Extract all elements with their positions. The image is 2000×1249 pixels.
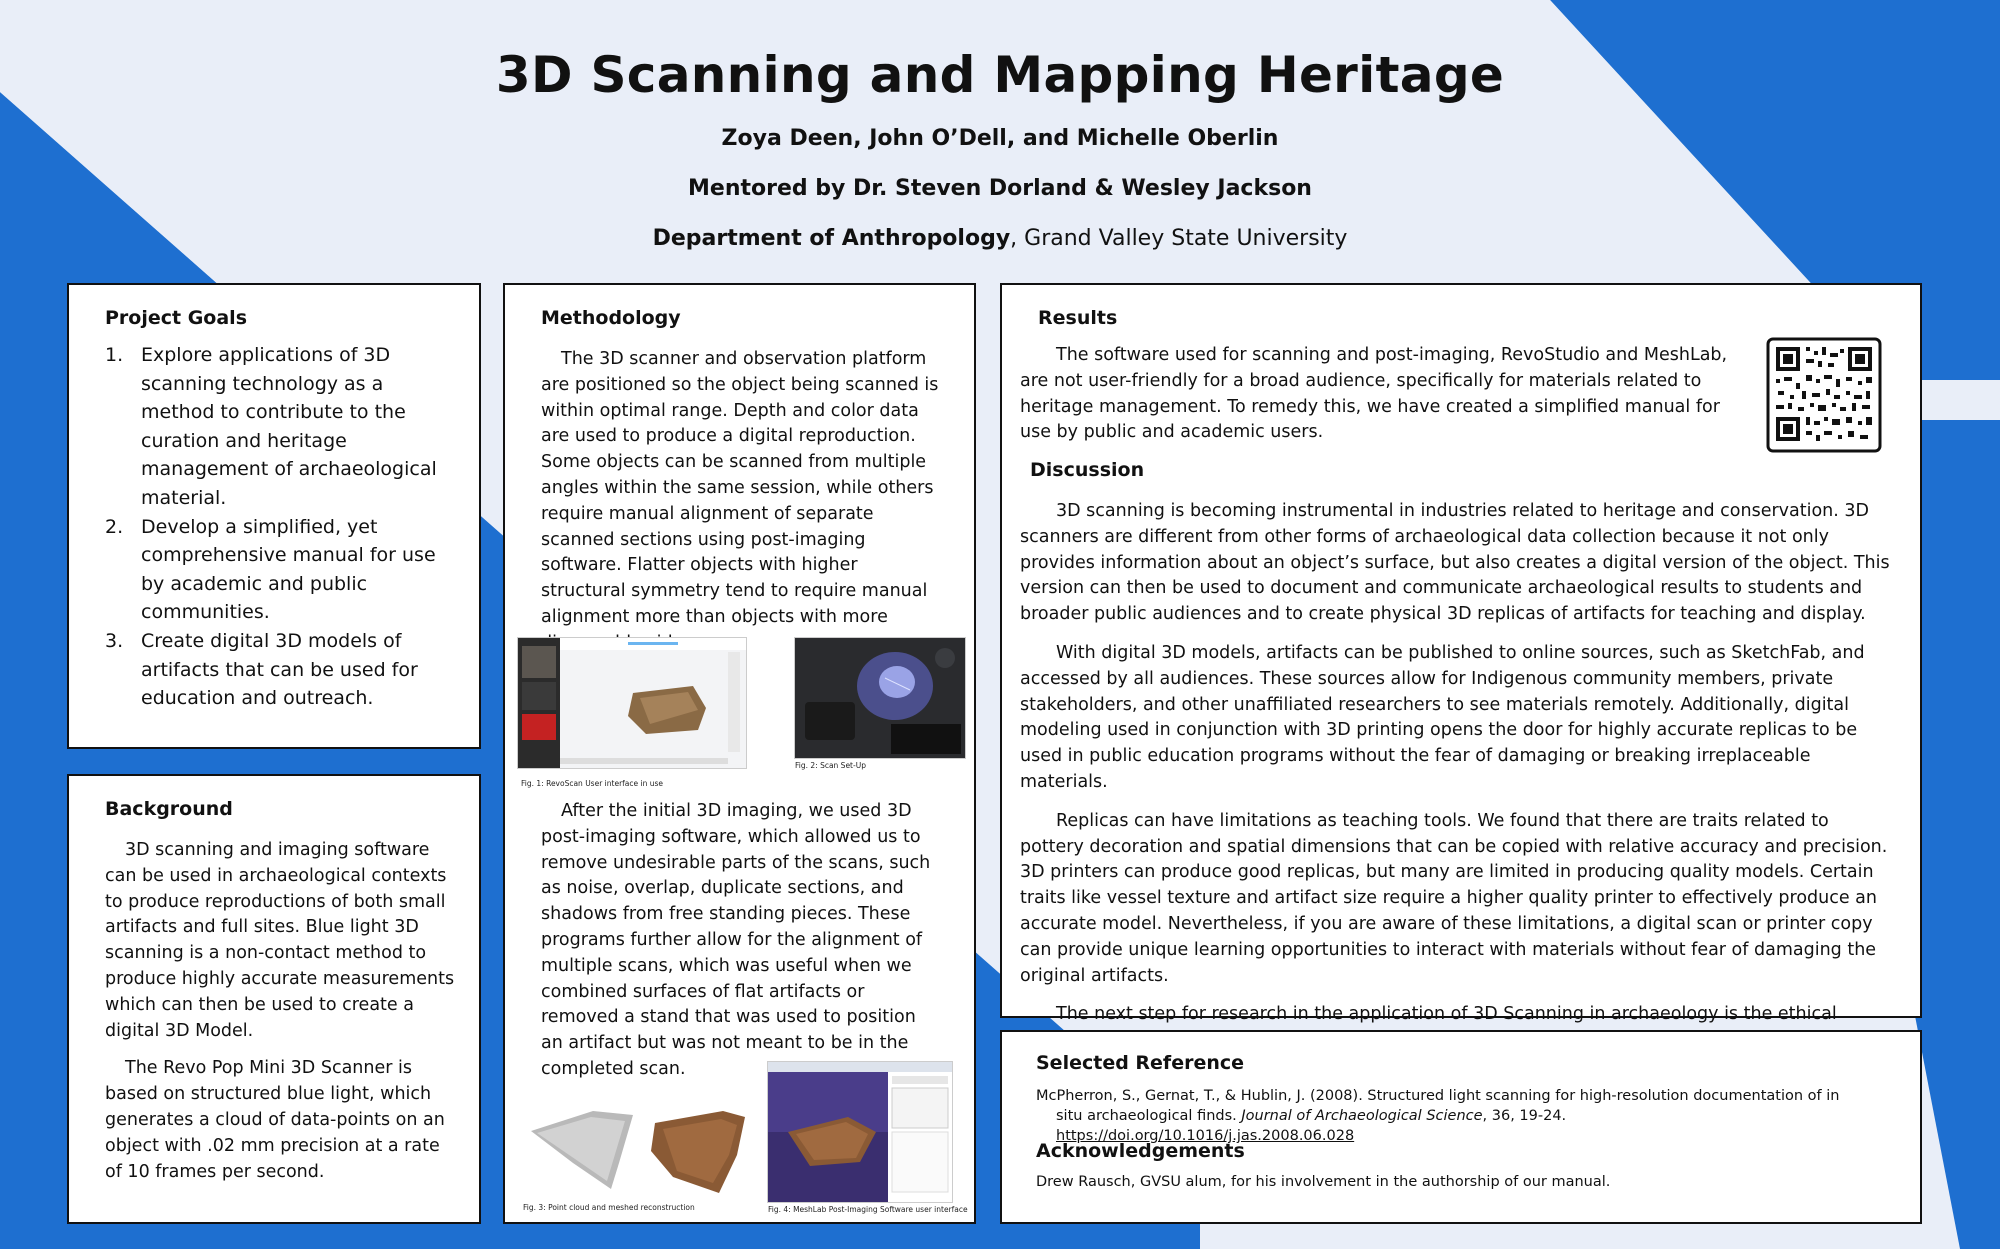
background-paragraph: 3D scanning and imaging software can be used in archaeological contexts to produce reproductions of both small artifacts and full sites. Blue light 3D scanning is a non-contact method to produce highly accurate measurements which can then be used to create a digital 3D Model. <box>105 840 455 1041</box>
citation-authors-title: McPherron, S., Gernat, T., & Hublin, J. (2008). Structured light scanning for high-resolution documentation of in situ archaeological finds. <box>1036 1088 1840 1124</box>
background-heading: Background <box>105 798 233 820</box>
qr-code-icon <box>1768 339 1880 451</box>
results-discussion-panel <box>1000 283 1922 1025</box>
background-text <box>105 838 455 1185</box>
meshlab-screenshot-graphic <box>768 1062 952 1202</box>
discussion-text <box>1020 499 1896 1054</box>
discussion-paragraph: Replicas can have limitations as teaching tools. We found that there are traits related to pottery decoration and spatial dimensions that can be copied with relative accuracy and precision. 3D printers can produce good replicas, but many are limited in producing quality models. Certain traits like vessel texture and artifact size require a higher quality printer to effectively produce an accurate model. Nevertheless, if you are aware of these limitations, a digital scan or printer copy can provide unique learning opportunities to interact with materials without fear of damaging the original artifacts. <box>1020 810 1888 986</box>
goal-text: Explore applications of 3D scanning technology as a method to contribute to the curation and heritage management of archaeological material. <box>141 344 437 509</box>
methodology-text-2 <box>541 799 941 1083</box>
discussion-paragraph: 3D scanning is becoming instrumental in industries related to heritage and conservation. 3D scanners are different from other forms of archaeological data collection because it not only provides information about an object’s surface, but also creates a digital version of the object. This version can then be used to document and communicate archaeological results to students and broader public audiences and to create physical 3D replicas of artifacts for teaching and display. <box>1020 501 1890 625</box>
goal-item <box>105 513 455 627</box>
figure-scan-setup <box>794 637 966 759</box>
point-cloud-mesh-graphic <box>523 1093 753 1201</box>
acknowledgements-text: Drew Rausch, GVSU alum, for his involvement in the authorship of our manual. <box>1036 1174 1611 1190</box>
reference-heading: Selected Reference <box>1036 1052 1245 1074</box>
goal-item <box>105 341 455 513</box>
goal-number: 3. <box>105 629 124 652</box>
goal-number: 2. <box>105 515 124 538</box>
citation-text <box>1036 1086 1866 1146</box>
goal-item <box>105 627 455 713</box>
goal-text: Create digital 3D models of artifacts that can be used for education and outreach. <box>141 629 418 710</box>
citation-doi-link[interactable]: https://doi.org/10.1016/j.jas.2008.06.028 <box>1056 1128 1355 1144</box>
discussion-paragraph: With digital 3D models, artifacts can be published to online sources, such as SketchFab, and accessed by all audiences. These sources allow for Indigenous community members, private stakeholders, and other unaffiliated researchers to see materials remotely. Additionally, digital modeling used in conjunction with 3D printing opens the door for highly accurate replicas to be used in public education programs without the fear of damaging or breaking irreplaceable materials. <box>1020 642 1865 792</box>
results-text <box>1020 343 1742 446</box>
results-paragraph: The software used for scanning and post-imaging, RevoStudio and MeshLab, are not user-friendly for a broad audience, specifically for materials related to heritage management. To remedy this, we have created a simplified manual for use by public and academic users. <box>1020 345 1728 443</box>
department-name: Department of Anthropology <box>652 226 1011 251</box>
poster-header <box>0 40 2000 254</box>
authors: Zoya Deen, John O’Dell, and Michelle Oberlin <box>721 126 1279 151</box>
project-goals-list <box>105 341 455 713</box>
project-goals-panel <box>67 283 481 749</box>
figure-4-caption: Fig. 4: MeshLab Post-Imaging Software user interface <box>768 1205 968 1214</box>
background-panel <box>67 774 481 1224</box>
department <box>0 224 2000 254</box>
methodology-panel <box>503 283 976 1224</box>
background-paragraph: The Revo Pop Mini 3D Scanner is based on structured blue light, which generates a cloud of data-points on an object with .02 mm precision at a rate of 10 frames per second. <box>105 1058 445 1182</box>
acknowledgements-heading: Acknowledgements <box>1036 1140 1245 1162</box>
figure-1-caption: Fig. 1: RevoScan User interface in use <box>521 779 664 788</box>
citation-volume: , 36, 19-24. <box>1482 1108 1567 1124</box>
goal-text: Develop a simplified, yet comprehensive manual for use by academic and public communities. <box>141 515 436 624</box>
reference-citation <box>1036 1086 1866 1146</box>
methodology-paragraph: The 3D scanner and observation platform are positioned so the object being scanned is within optimal range. Depth and color data are used to produce a digital reproduction. Some objects can be scanned from multiple angles within the same session, while others require manual alignment of separate scanned sections using post-imaging software. Flatter objects with higher structural symmetry tend to require manual alignment more than objects with more <box>541 349 939 627</box>
methodology-heading: Methodology <box>541 307 681 329</box>
mentors: Mentored by Dr. Steven Dorland & Wesley Jackson <box>688 176 1312 201</box>
discussion-heading: Discussion <box>1030 459 1145 481</box>
results-heading: Results <box>1038 307 1118 329</box>
figure-revoscan-ui <box>517 637 747 769</box>
revoscan-screenshot-graphic <box>518 638 746 768</box>
citation-journal: Journal of Archaeological Science <box>1241 1108 1483 1124</box>
scan-setup-photo-graphic <box>795 638 965 758</box>
project-goals-heading: Project Goals <box>105 307 247 329</box>
figure-2-caption: Fig. 2: Scan Set-Up <box>795 761 866 770</box>
discussion-paragraph: The next step for research in the application of 3D Scanning in archaeology is the ethical <box>1056 1004 1837 1025</box>
figure-meshlab-ui <box>767 1061 953 1203</box>
methodology-paragraph: After the initial 3D imaging, we used 3D post-imaging software, which allowed us to remove undesirable parts of the scans, such as noise, overlap, duplicate sections, and shadows from free standing pieces. These programs further allow for the alignment of multiple scans, which was useful when we combined surfaces of flat artifacts or removed a stand that was used to position an artifact but was not meant to be in the completed scan. <box>541 801 931 1079</box>
methodology-text-1 <box>541 347 941 657</box>
figure-3-caption: Fig. 3: Point cloud and meshed reconstruction <box>523 1203 695 1212</box>
goal-number: 1. <box>105 344 124 366</box>
poster-title: 3D Scanning and Mapping Heritage <box>495 46 1505 104</box>
figure-point-cloud-mesh <box>523 1093 753 1201</box>
reference-panel <box>1000 1030 1922 1224</box>
university-name: , Grand Valley State University <box>1010 226 1348 251</box>
